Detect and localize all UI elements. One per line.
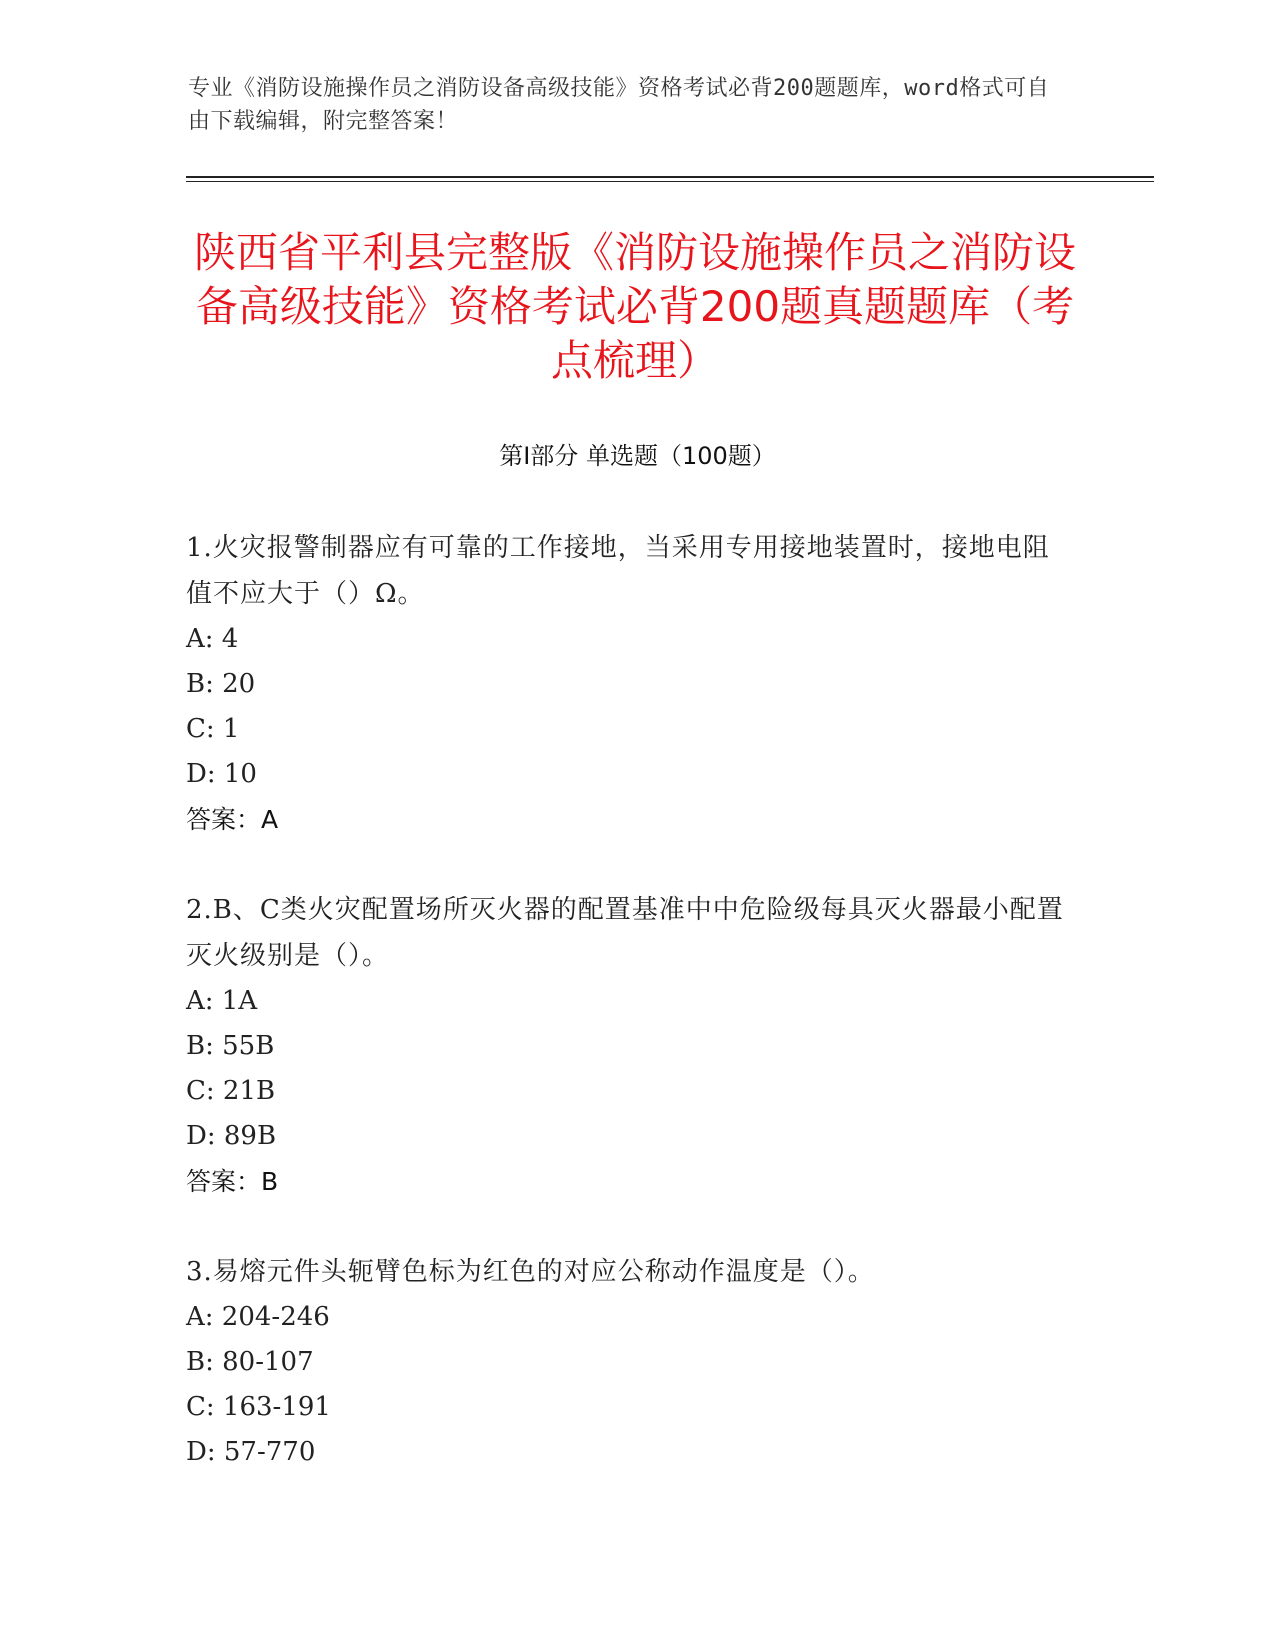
- header-divider-thin: [186, 181, 1154, 182]
- question-text: 3.易熔元件头轭臂色标为红色的对应公称动作温度是（）。: [186, 1257, 875, 1287]
- option-a: A: 204-246: [186, 1302, 330, 1332]
- question-1: [186, 525, 1066, 843]
- option-b: B: 80-107: [186, 1347, 314, 1377]
- option-d: D: 10: [186, 759, 257, 789]
- option-b: B: 55B: [186, 1031, 275, 1061]
- question-list: [186, 525, 1066, 1519]
- option-c: C: 163-191: [186, 1392, 331, 1422]
- option-c: C: 21B: [186, 1076, 276, 1106]
- option-a: A: 1A: [186, 986, 258, 1016]
- answer-line: 答案：A: [186, 805, 279, 834]
- answer-line: 答案：B: [186, 1167, 279, 1196]
- document-title: 陕西省平利县完整版《消防设施操作员之消防设备高级技能》资格考试必背200题真题题库（考点梳理）: [193, 228, 1076, 385]
- header-note: 专业《消防设施操作员之消防设备高级技能》资格考试必背200题题库，word格式可自由下载编辑，附完整答案！: [188, 76, 1050, 134]
- option-c: C: 1: [186, 714, 240, 744]
- option-d: D: 89B: [186, 1121, 277, 1151]
- option-b: B: 20: [186, 669, 256, 699]
- question-2: [186, 887, 1066, 1205]
- section-title: 第Ⅰ部分 单选题（100题）: [499, 442, 776, 470]
- option-a: A: 4: [186, 624, 239, 654]
- question-text: 1.火灾报警制器应有可靠的工作接地，当采用专用接地装置时，接地电阻值不应大于（）Ω。: [186, 533, 1050, 609]
- header-divider: [186, 176, 1154, 178]
- question-text: 2.B、C类火灾配置场所灭火器的配置基准中中危险级每具灭火器最小配置灭火级别是（）。: [186, 895, 1064, 971]
- question-3: [186, 1249, 1066, 1475]
- option-d: D: 57-770: [186, 1437, 316, 1467]
